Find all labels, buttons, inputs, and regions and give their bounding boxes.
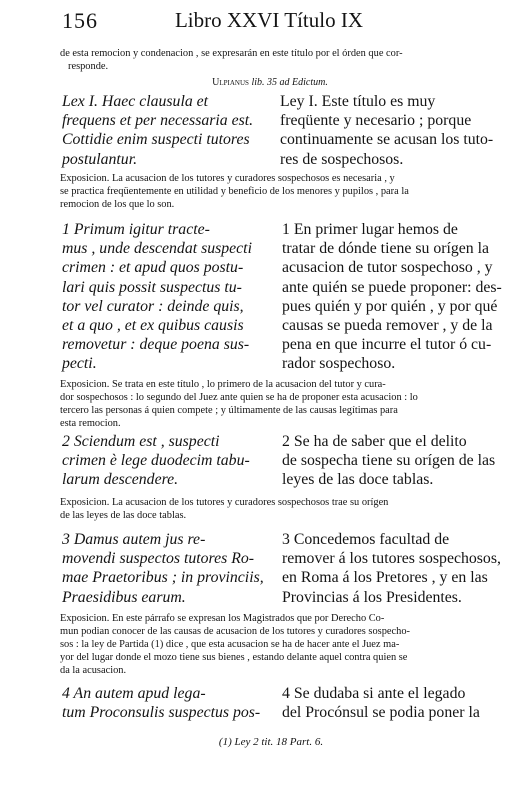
section-2-latin — [62, 432, 272, 490]
latin-line: postulantur. — [62, 150, 138, 168]
spanish-line: res de sospechosos. — [280, 150, 404, 168]
latin-line: movendi suspectos tutores Ro- — [62, 550, 255, 568]
latin-line: removetur : deque poena sus- — [62, 336, 250, 354]
spanish-line: acusacion de tutor sospechoso , y — [282, 259, 493, 277]
section-1-latin — [62, 220, 272, 374]
exposicion-line: se practica freqüentemente en utilidad y beneficio de los menores y pupilos , para la — [60, 186, 409, 197]
spanish-line: 3 Concedemos facultad de — [282, 531, 450, 548]
latin-line: larum descendere. — [62, 471, 179, 489]
exposicion-line: dor sospechosos : lo segundo del Juez ante quien se ha de proponer esta acusacion : lo — [60, 392, 418, 403]
spanish-line: causas se pueda remover , y de la — [282, 317, 493, 335]
spanish-line: tratar de dónde tiene su orígen la — [282, 240, 490, 258]
section-3-spanish — [282, 530, 501, 607]
latin-line: tor vel curator : deinde quis, — [62, 297, 244, 315]
spanish-line: de sospecha tiene su orígen de las — [282, 452, 496, 470]
spanish-line: remover á los tutores sospechosos, — [282, 550, 501, 568]
latin-line: mus , unde descendat suspecti — [62, 240, 252, 258]
exposicion-line: esta remocion. — [60, 418, 121, 429]
exposicion-3 — [60, 612, 482, 677]
latin-line: lari quis possit suspectus tu- — [62, 278, 242, 296]
exposicion-line: Exposicion. Se trata en este título , lo primero de la acusacion del tutor y cura- — [60, 379, 386, 390]
exposicion-line: tercero las personas á quien compete ; y últimamente de las causas legítimas para — [60, 405, 398, 416]
latin-line: Praesidibus earum. — [62, 588, 186, 606]
page-header — [62, 8, 476, 32]
intro-line: de esta remocion y condenacion , se expresarán en este título por el órden que cor- — [60, 48, 403, 59]
spanish-line: del Procónsul se podia poner la — [282, 704, 480, 722]
spanish-line: 4 Se dudaba si ante el legado — [282, 685, 466, 702]
spanish-line: Provincias á los Presidentes. — [282, 588, 462, 606]
spanish-line: en Roma á los Pretores , y en las — [282, 569, 488, 587]
latin-line: pecti. — [62, 355, 97, 373]
section-3-latin — [62, 530, 276, 607]
spanish-line: continuamente se acusan los tuto- — [280, 131, 494, 149]
exposicion-2 — [60, 496, 482, 522]
exposicion-line: sos : la ley de Partida (1) dice , que esta acusacion se ha de hacer ante el Juez ma- — [60, 639, 400, 650]
exposicion-line: Exposicion. La acusacion de los tutores y curadores sospechosos es necesaria , y — [60, 173, 395, 184]
latin-line: Cottidie enim suspecti tutores — [62, 131, 250, 149]
intro-line: responde. — [68, 61, 109, 72]
spanish-line: 2 Se ha de saber que el delito — [282, 433, 467, 450]
exposicion-0 — [60, 172, 482, 211]
exposicion-line: de las leyes de las doce tablas. — [60, 510, 187, 521]
latin-line: tum Proconsulis suspectus pos- — [62, 704, 261, 722]
exposicion-line: Exposicion. En este párrafo se expresan los Magistrados que por Derecho Co- — [60, 613, 385, 624]
latin-line: Lex I. Haec clausula et — [62, 93, 209, 110]
section-4-latin — [62, 684, 276, 722]
latin-line: 3 Damus autem jus re- — [62, 531, 206, 548]
latin-line: crimen è lege duodecim tabu- — [62, 452, 250, 470]
spanish-line: ante quién se puede proponer: des- — [282, 278, 502, 296]
ley-1-spanish — [280, 92, 494, 169]
spanish-line: freqüente y necesario ; porque — [280, 112, 472, 130]
latin-line: 2 Sciendum est , suspecti — [62, 433, 220, 450]
exposicion-line: Exposicion. La acusacion de los tutores y curadores sospechosos trae su orígen — [60, 497, 389, 508]
latin-line: 4 An autem apud lega- — [62, 685, 206, 702]
exposicion-line: da la acusacion. — [60, 665, 127, 676]
attribution — [60, 76, 480, 89]
running-title: Libro XXVI Título IX — [174, 8, 363, 32]
spanish-line: 1 En primer lugar hemos de — [282, 221, 458, 238]
latin-line: frequens et per necessaria est. — [62, 112, 254, 130]
spanish-line: pues quién y por quién , y por qué — [282, 297, 498, 315]
attribution-source: lib. 35 ad Edictum. — [251, 77, 328, 88]
section-4-spanish — [282, 684, 482, 722]
exposicion-line: yor del lugar donde el mozo tiene sus bienes , estando delante aquel contra quien se — [60, 652, 408, 663]
spanish-line: Ley I. Este título es muy — [280, 93, 436, 110]
latin-line: crimen : et apud quos postu- — [62, 259, 244, 277]
exposicion-line: mun podian conocer de las causas de acusacion de los tutores y curadores sospecho- — [60, 626, 410, 637]
latin-line: et a quo , et ex quibus causis — [62, 317, 244, 335]
latin-line: mae Praetoribus ; in provinciis, — [62, 569, 264, 587]
page-number: 156 — [62, 8, 98, 33]
section-2-spanish — [282, 432, 496, 490]
spanish-line: pena en que incurre el tutor ó cu- — [282, 336, 492, 354]
attribution-name: Ulpianus — [212, 77, 249, 88]
section-1-spanish — [282, 220, 502, 374]
spanish-line: rador sospechoso. — [282, 355, 396, 373]
lex-1-latin — [62, 92, 272, 169]
intro-paragraph — [60, 47, 480, 73]
exposicion-line: remocion de los que lo son. — [60, 199, 175, 210]
latin-line: 1 Primum igitur tracte- — [62, 221, 210, 238]
spanish-line: leyes de las doce tablas. — [282, 471, 434, 489]
footnote: (1) Ley 2 tit. 18 Part. 6. — [218, 736, 324, 748]
exposicion-1 — [60, 378, 482, 430]
